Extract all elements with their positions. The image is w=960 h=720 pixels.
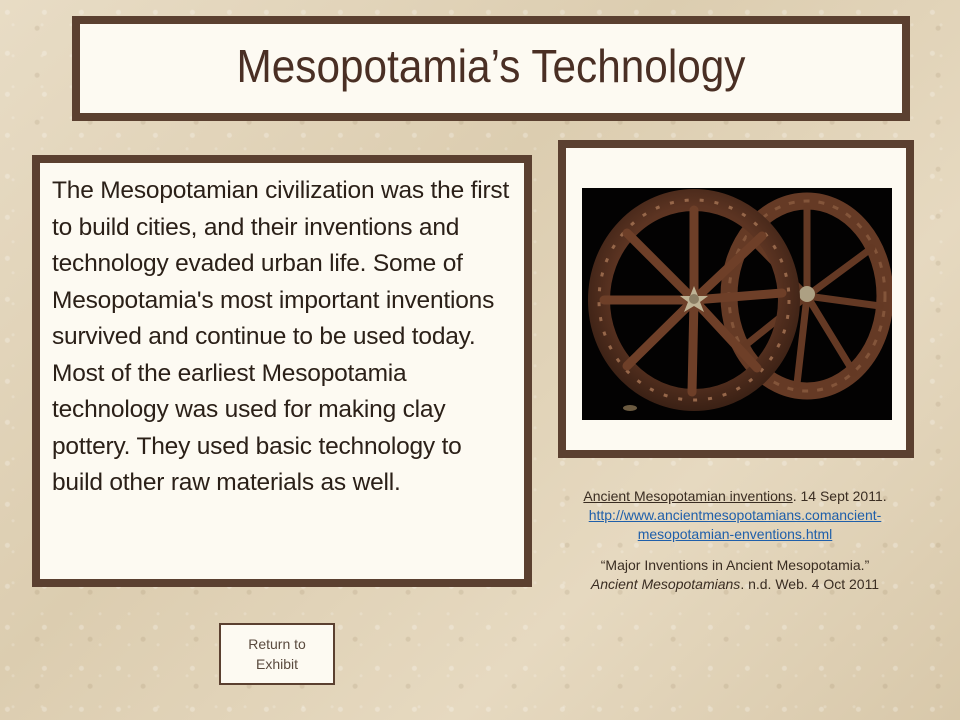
source-2-site: Ancient Mesopotamians (590, 576, 741, 592)
image-panel (558, 140, 914, 458)
source-1-date: . 14 Sept 2011. (792, 488, 887, 504)
source-2-title: “Major Inventions in Ancient Mesopotamia.” (600, 557, 870, 573)
wheels-illustration (582, 188, 892, 420)
return-button-label: Return to Exhibit (248, 636, 306, 672)
source-2-date: . n.d. Web. 4 Oct 2011 (740, 576, 880, 592)
ancient-wheels-photo (582, 188, 892, 420)
citation-source-2 (560, 556, 910, 575)
title-panel (72, 16, 910, 121)
page-title: Mesopotamia’s Technology (236, 40, 746, 92)
image-citation (560, 487, 910, 594)
source-1-url-link[interactable]: http://www.ancientmesopotamians.comancient-mesopotamian-enventions.html (588, 507, 882, 542)
body-text: The Mesopotamian civilization was the first to build cities, and their inventions and technology evaded urban life. Some of Mesopotamia's most important inventions survived and continue to be used today. Most of the earliest Mesopotamia technology was used for making clay pottery. They used basic technology to build other raw materials as well. (52, 177, 510, 496)
return-to-exhibit-button[interactable] (219, 623, 335, 685)
source-1-title-link[interactable]: Ancient Mesopotamian inventions (583, 488, 793, 504)
text-panel (32, 155, 532, 587)
citation-source-1 (560, 487, 910, 506)
